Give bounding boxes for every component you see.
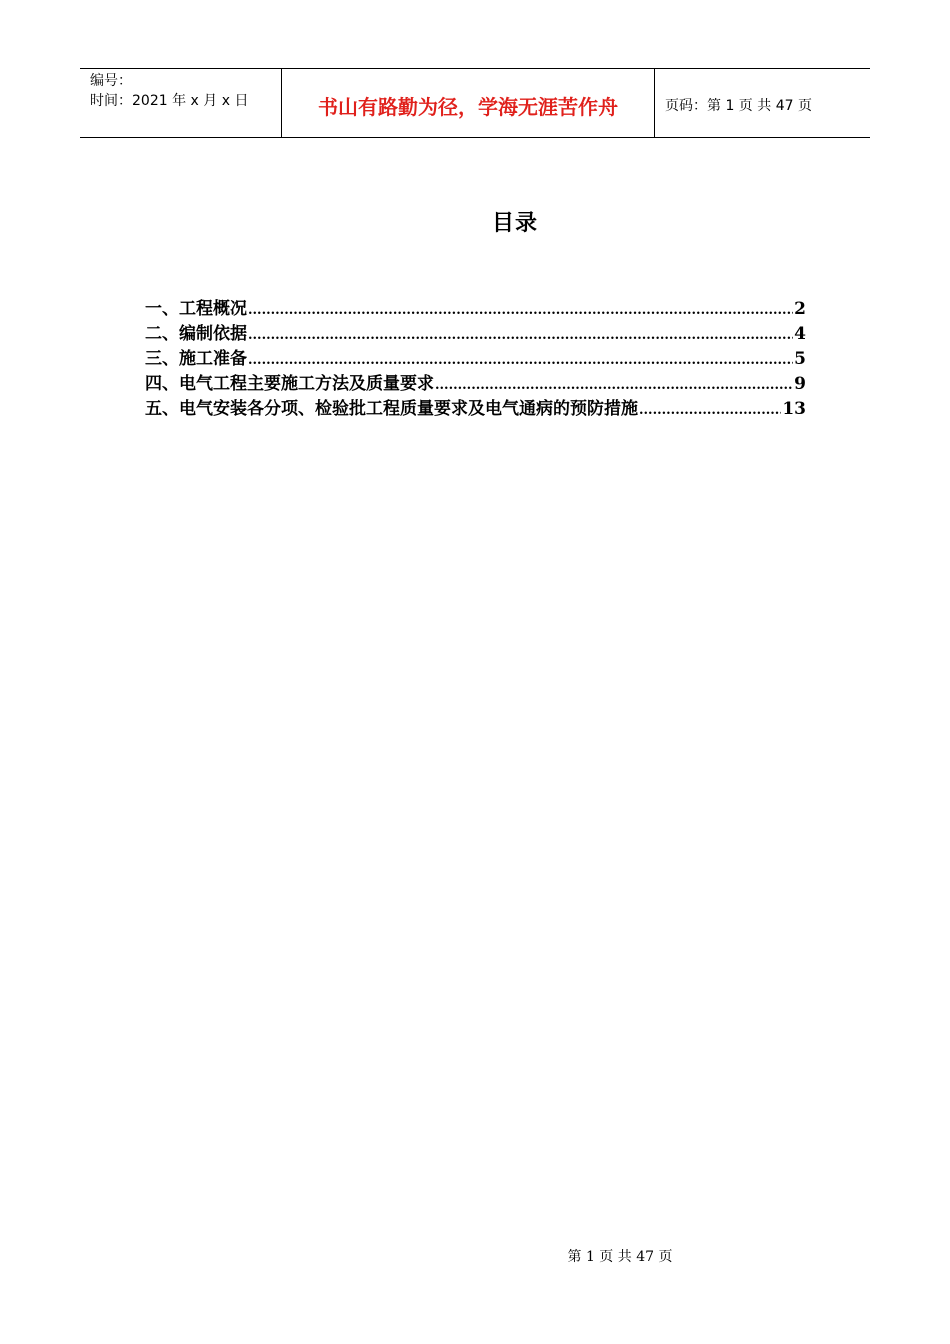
toc-item-label: 四、电气工程主要施工方法及质量要求 [145, 374, 434, 394]
toc-item[interactable] [145, 347, 806, 372]
page-header [80, 68, 870, 138]
table-of-contents [145, 297, 806, 422]
toc-item-label: 三、施工准备 [145, 349, 247, 369]
toc-leader-dots [435, 373, 793, 398]
toc-item-label: 五、电气安装各分项、检验批工程质量要求及电气通病的预防措施 [145, 399, 638, 419]
toc-item-page: 2 [794, 299, 806, 319]
header-page-info: 页码：第 1 页 共 47 页 [665, 98, 812, 114]
toc-item-page: 4 [794, 324, 806, 344]
header-motto: 书山有路勤为径，学海无涯苦作舟 [281, 69, 655, 137]
toc-item[interactable] [145, 397, 806, 422]
toc-item[interactable] [145, 297, 806, 322]
toc-leader-dots [639, 398, 781, 423]
toc-item[interactable] [145, 372, 806, 397]
header-meta [80, 69, 281, 137]
toc-item-page: 9 [794, 374, 806, 394]
toc-item[interactable] [145, 322, 806, 347]
document-date-label: 时间：2021 年 x 月 x 日 [90, 93, 249, 109]
toc-leader-dots [248, 323, 793, 348]
document-number-label: 编号： [90, 73, 132, 89]
toc-item-label: 一、工程概况 [145, 299, 247, 319]
page-footer: 第 1 页 共 47 页 [567, 1249, 673, 1265]
toc-leader-dots [248, 298, 793, 323]
toc-item-page: 5 [794, 349, 806, 369]
toc-leader-dots [248, 348, 793, 373]
toc-item-label: 二、编制依据 [145, 324, 247, 344]
page-title: 目录 [491, 211, 538, 236]
toc-item-page: 13 [782, 399, 806, 419]
